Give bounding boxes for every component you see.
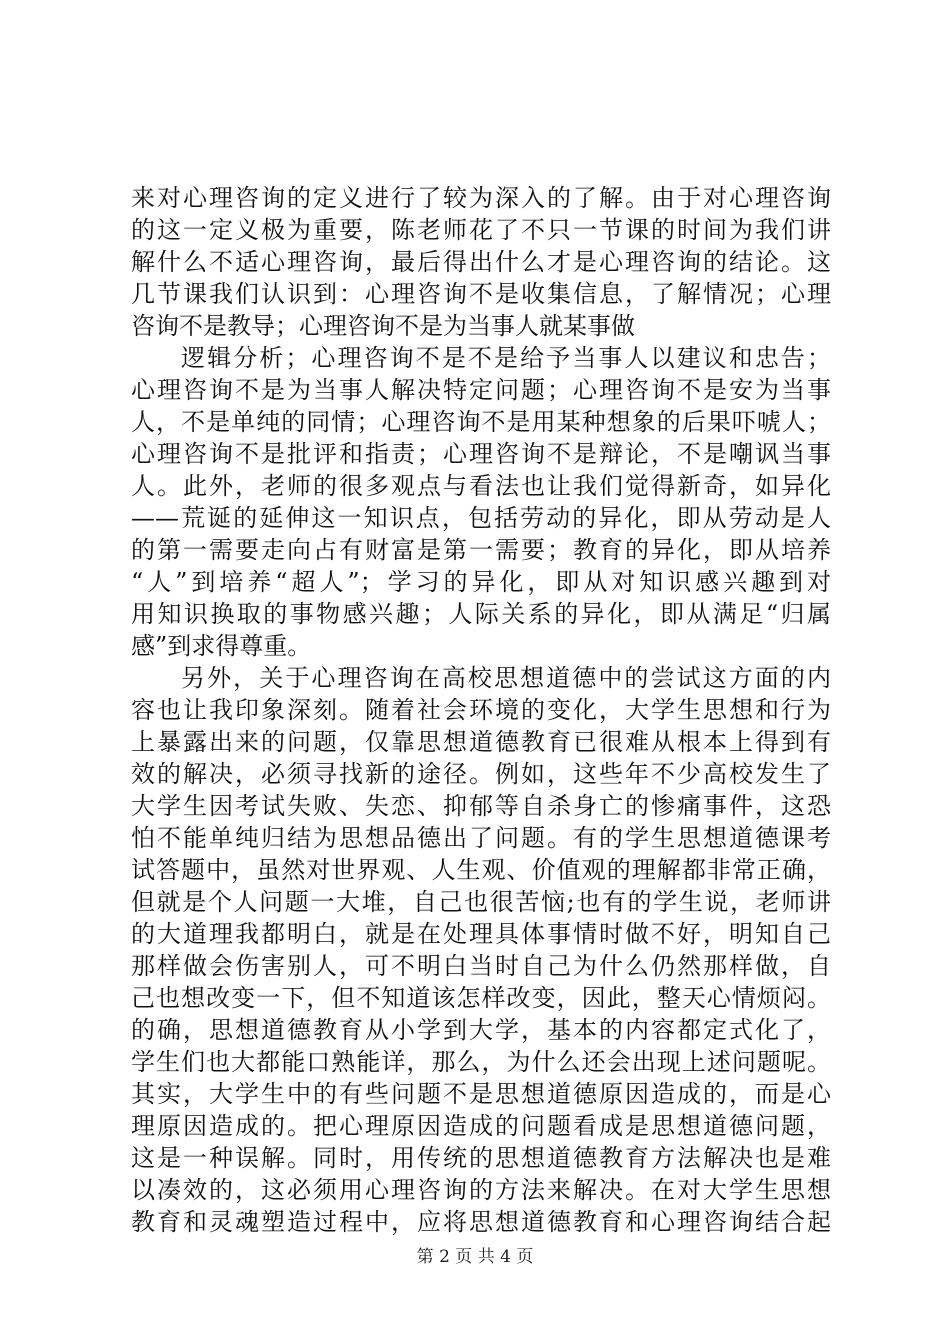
text-line: 那样做会伤害别人，可不明白当时自己为什么仍然那样做，自 <box>131 952 831 980</box>
text-line: 己也想改变一下，但不知道该怎样改变，因此，整天心情烦闷。 <box>131 984 831 1012</box>
paragraph <box>131 342 831 662</box>
text-line: 的这一定义极为重要，陈老师花了不只一节课的时间为我们讲 <box>131 216 831 244</box>
text-line: 的第一需要走向占有财富是第一需要；教育的异化，即从培养 <box>131 536 831 564</box>
page-footer: 第 2 页 共 4 页 <box>416 1247 534 1267</box>
text-line: 其实，大学生中的有些问题不是思想道德原因造成的，而是心 <box>131 1080 831 1108</box>
text-line: 怕不能单纯归结为思想品德出了问题。有的学生思想道德课考 <box>131 824 831 852</box>
text-line: 上暴露出来的问题，仅靠思想道德教育已很难从根本上得到有 <box>131 728 831 756</box>
text-line: 学生们也大都能口熟能详，那么，为什么还会出现上述问题呢。 <box>131 1048 831 1076</box>
text-line: 逻辑分析；心理咨询不是不是给予当事人以建议和忠告； <box>181 344 831 372</box>
text-line: 但就是个人问题一大堆，自己也很苦恼;也有的学生说，老师讲 <box>131 888 831 916</box>
text-line: 的确，思想道德教育从小学到大学，基本的内容都定式化了， <box>131 1016 831 1044</box>
text-line: 教育和灵魂塑造过程中，应将思想道德教育和心理咨询结合起 <box>131 1208 831 1236</box>
text-line: 人，不是单纯的同情；心理咨询不是用某种想象的后果吓唬人； <box>131 408 831 436</box>
text-line: 容也让我印象深刻。随着社会环境的变化，大学生思想和行为 <box>131 696 831 724</box>
text-line: 这是一种误解。同时，用传统的思想道德教育方法解决也是难 <box>131 1144 831 1172</box>
text-line: “人”到培养“超人”；学习的异化，即从对知识感兴趣到对 <box>131 568 831 596</box>
text-line: 以凑效的，这必须用心理咨询的方法来解决。在对大学生思想 <box>131 1176 831 1204</box>
text-line: 几节课我们认识到：心理咨询不是收集信息，了解情况；心理 <box>131 280 831 308</box>
text-line: 大学生因考试失败、失恋、抑郁等自杀身亡的惨痛事件，这恐 <box>131 792 831 820</box>
text-line: 人。此外，老师的很多观点与看法也让我们觉得新奇，如异化 <box>131 472 831 500</box>
text-line: 来对心理咨询的定义进行了较为深入的了解。由于对心理咨询 <box>131 184 831 212</box>
text-line: ——荒诞的延伸这一知识点，包括劳动的异化，即从劳动是人 <box>131 504 831 532</box>
text-line: 感”到求得尊重。 <box>131 632 312 660</box>
text-line: 另外，关于心理咨询在高校思想道德中的尝试这方面的内 <box>181 664 831 692</box>
text-line: 解什么不适心理咨询，最后得出什么才是心理咨询的结论。这 <box>131 248 831 276</box>
text-line: 用知识换取的事物感兴趣；人际关系的异化，即从满足“归属 <box>131 600 831 628</box>
paragraph <box>131 182 831 342</box>
text-line: 的大道理我都明白，就是在处理具体事情时做不好，明知自己 <box>131 920 831 948</box>
document-body <box>131 182 831 1238</box>
text-line: 心理咨询不是批评和指责；心理咨询不是辩论，不是嘲讽当事 <box>131 440 831 468</box>
text-line: 效的解决，必须寻找新的途径。例如，这些年不少高校发生了 <box>131 760 831 788</box>
text-line: 理原因造成的。把心理原因造成的问题看成是思想道德问题， <box>131 1112 831 1140</box>
paragraph <box>131 662 831 1238</box>
text-line: 心理咨询不是为当事人解决特定问题；心理咨询不是安为当事 <box>131 376 831 404</box>
text-line: 咨询不是教导；心理咨询不是为当事人就某事做 <box>131 312 635 340</box>
text-line: 试答题中，虽然对世界观、人生观、价值观的理解都非常正确， <box>131 856 831 884</box>
